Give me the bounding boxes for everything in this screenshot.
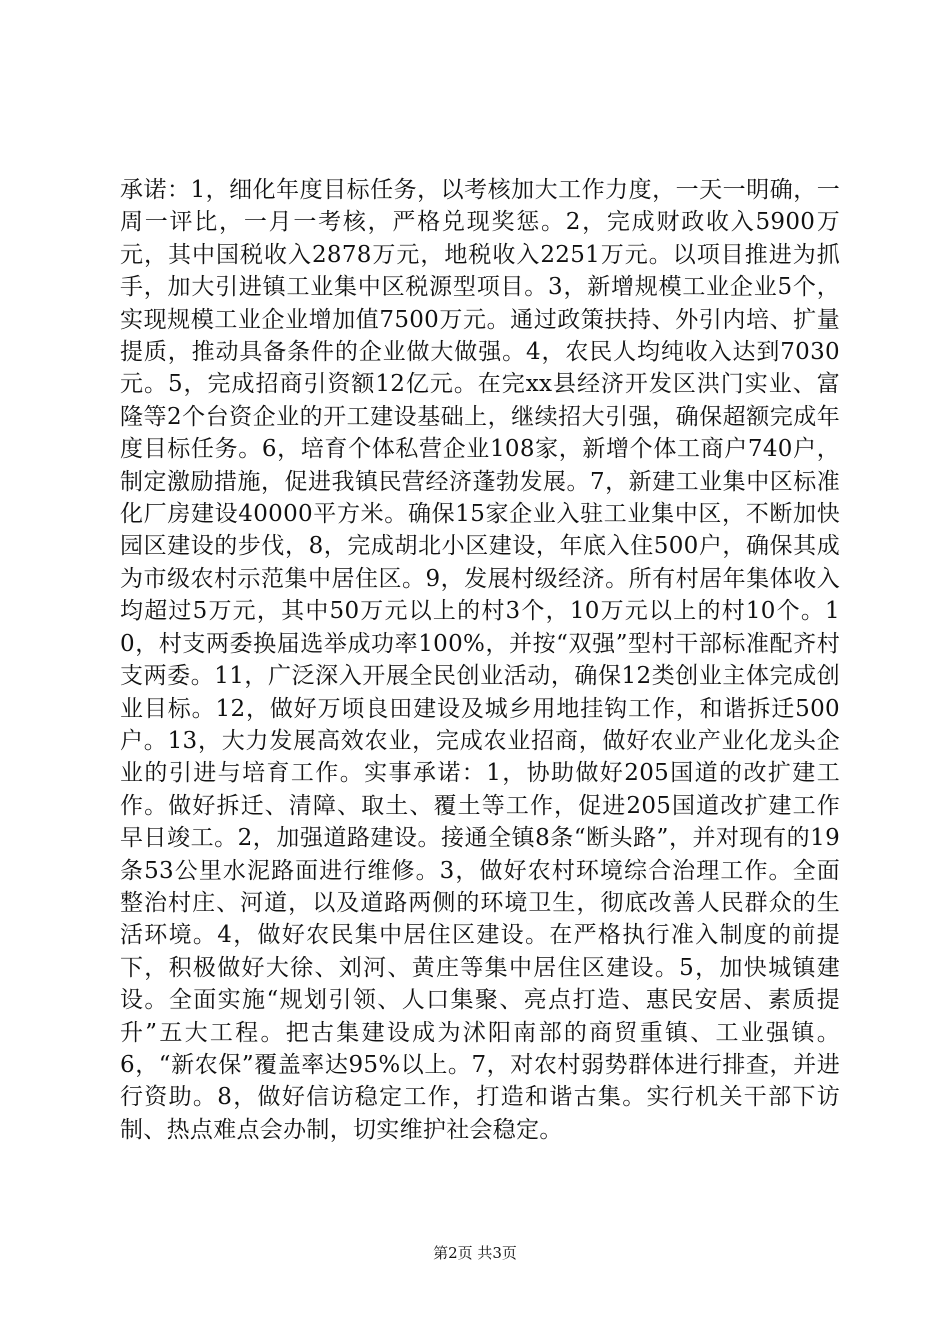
page-footer: 第2页 共3页 <box>433 1244 517 1262</box>
body-paragraph: 承诺：1，细化年度目标任务，以考核加大工作力度，一天一明确，一周一评比，一月一考核，严格兑现奖惩。2，完成财政收入5900万元，其中国税收入2878万元，地税收入2251万元。以项目推进为抓手，加大引进镇工业集中区税源型项目。3，新增规模工业企业5个，实现规模工业企业增加值7500万元。通过政策扶持、外引内培、扩量提质，推动具备条件的企业做大做强。4，农民人均纯收入达到7030元。5，完成招商引资额12亿元。在完xx县经济开发区洪门实业、富隆等2个台资企业的开工建设基础上，继续招大引强，确保超额完成年度目标任务。6，培育个体私营企业108家，新增个体工商户740户，制定激励措施，促进我镇民营经济蓬勃发展。7，新建工业集中区标准化厂房建设40000平方米。确保15家企业入驻工业集中区，不断加快园区建设的步伐，8，完成胡北小区建设，年底入住500户，确保其成为市级农村示范集中居住区。9，发展村级经济。所有村居年集体收入均超过5万元，其中50万元以上的村3个，10万元以上的村10个。10，村支两委换届选举成功率100%，并按“双强”型村干部标准配齐村支两委。11，广泛深入开展全民创业活动，确保12类创业主体完成创业目标。12，做好万顷良田建设及城乡用地挂钩工作，和谐拆迁500户。13，大力发展高效农业，完成农业招商，做好农业产业化龙头企业的引进与培育工作。实事承诺：1，协助做好205国道的改扩建工作。做好拆迁、清障、取土、覆土等工作，促进205国道改扩建工作早日竣工。2，加强道路建设。接通全镇8条“断头路”，并对现有的19条53公里水泥路面进行维修。3，做好农村环境综合治理工作。全面整治村庄、河道，以及道路两侧的环境卫生，彻底改善人民群众的生活环境。4，做好农民集中居住区建设。在严格执行准入制度的前提下，积极做好大徐、刘河、黄庄等集中居住区建设。5，加快城镇建设。全面实施“规划引领、人口集聚、亮点打造、惠民安居、素质提升”五大工程。把古集建设成为沭阳南部的商贸重镇、工业强镇。6，“新农保”覆盖率达95%以上。7，对农村弱势群体进行排查，并进行资助。8，做好信访稳定工作，打造和谐古集。实行机关干部下访制、热点难点会办制，切实维护社会稳定。 <box>120 177 840 1143</box>
